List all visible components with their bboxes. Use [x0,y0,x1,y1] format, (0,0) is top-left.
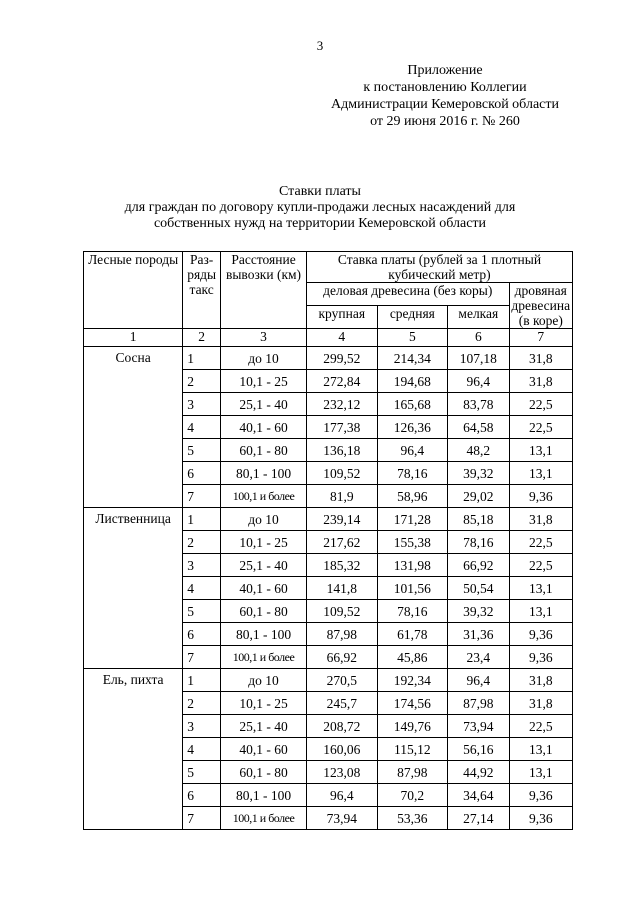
distance-cell: 10,1 - 25 [221,692,307,715]
firewood-cell: 13,1 [509,439,572,462]
small-cell: 96,4 [448,669,509,692]
rank-cell: 6 [183,623,221,646]
firewood-cell: 31,8 [509,347,572,370]
distance-cell: 80,1 - 100 [221,784,307,807]
rank-cell: 2 [183,370,221,393]
column-number: 1 [84,329,183,347]
column-number: 7 [509,329,572,347]
distance-cell: 60,1 - 80 [221,439,307,462]
large-cell: 96,4 [306,784,377,807]
small-cell: 31,36 [448,623,509,646]
rank-cell: 4 [183,416,221,439]
medium-cell: 61,78 [377,623,448,646]
medium-cell: 214,34 [377,347,448,370]
large-cell: 160,06 [306,738,377,761]
rank-cell: 6 [183,784,221,807]
firewood-cell: 13,1 [509,600,572,623]
rank-cell: 1 [183,347,221,370]
firewood-cell: 31,8 [509,692,572,715]
small-cell: 56,16 [448,738,509,761]
firewood-cell: 13,1 [509,577,572,600]
column-number: 6 [448,329,509,347]
firewood-cell: 31,8 [509,669,572,692]
medium-cell: 149,76 [377,715,448,738]
large-cell: 177,38 [306,416,377,439]
large-cell: 232,12 [306,393,377,416]
distance-cell: 80,1 - 100 [221,623,307,646]
large-cell: 245,7 [306,692,377,715]
distance-cell: 25,1 - 40 [221,715,307,738]
species-cell: Ель, пихта [84,669,183,830]
large-cell: 73,94 [306,807,377,830]
rank-cell: 7 [183,485,221,508]
column-number: 4 [306,329,377,347]
header-large: крупная [306,306,377,329]
small-cell: 39,32 [448,462,509,485]
distance-cell: 60,1 - 80 [221,761,307,784]
rank-cell: 4 [183,738,221,761]
small-cell: 39,32 [448,600,509,623]
column-number-row [84,329,573,347]
large-cell: 185,32 [306,554,377,577]
distance-cell: 25,1 - 40 [221,554,307,577]
appendix-line: к постановлению Коллегии [363,80,527,95]
table-row [84,347,573,370]
firewood-cell: 22,5 [509,554,572,577]
distance-cell: 60,1 - 80 [221,600,307,623]
appendix-line: Приложение [407,63,483,78]
header-species: Лесные породы [84,252,183,329]
firewood-cell: 13,1 [509,761,572,784]
firewood-cell: 13,1 [509,738,572,761]
appendix-line: Администрации Кемеровской области [331,97,559,112]
rank-cell: 1 [183,669,221,692]
medium-cell: 78,16 [377,462,448,485]
rank-cell: 5 [183,439,221,462]
species-cell: Сосна [84,347,183,508]
small-cell: 64,58 [448,416,509,439]
small-cell: 78,16 [448,531,509,554]
large-cell: 136,18 [306,439,377,462]
large-cell: 87,98 [306,623,377,646]
title-line: для граждан по договору купли-продажи лесных насаждений для [124,200,516,215]
header-rate-group: Ставка платы (рублей за 1 плотный кубический метр) [306,252,572,283]
distance-cell: до 10 [221,347,307,370]
firewood-cell: 22,5 [509,715,572,738]
rates-body [84,347,573,830]
small-cell: 83,78 [448,393,509,416]
firewood-cell: 22,5 [509,531,572,554]
column-number: 5 [377,329,448,347]
small-cell: 85,18 [448,508,509,531]
firewood-cell: 9,36 [509,807,572,830]
rank-cell: 2 [183,531,221,554]
table-row [84,508,573,531]
distance-cell: до 10 [221,669,307,692]
medium-cell: 53,36 [377,807,448,830]
small-cell: 29,02 [448,485,509,508]
small-cell: 50,54 [448,577,509,600]
large-cell: 272,84 [306,370,377,393]
distance-cell: 100,1 и более [221,646,307,669]
medium-cell: 194,68 [377,370,448,393]
title-line: собственных нужд на территории Кемеровской области [153,216,487,231]
medium-cell: 96,4 [377,439,448,462]
small-cell: 23,4 [448,646,509,669]
distance-cell: 10,1 - 25 [221,370,307,393]
small-cell: 66,92 [448,554,509,577]
rates-table [83,251,573,830]
header-medium: средняя [377,306,448,329]
distance-cell: 80,1 - 100 [221,462,307,485]
large-cell: 123,08 [306,761,377,784]
small-cell: 27,14 [448,807,509,830]
medium-cell: 58,96 [377,485,448,508]
rank-cell: 7 [183,807,221,830]
title-line: Ставки платы [279,184,361,199]
table-row [84,669,573,692]
distance-cell: 100,1 и более [221,807,307,830]
large-cell: 141,8 [306,577,377,600]
column-number: 3 [221,329,307,347]
firewood-cell: 13,1 [509,462,572,485]
firewood-cell: 31,8 [509,370,572,393]
firewood-cell: 9,36 [509,485,572,508]
large-cell: 239,14 [306,508,377,531]
header-firewood: дровяная древесина (в коре) [509,283,572,329]
firewood-cell: 9,36 [509,623,572,646]
header-rank: Раз-ряды такс [183,252,221,329]
medium-cell: 131,98 [377,554,448,577]
rank-cell: 4 [183,577,221,600]
small-cell: 107,18 [448,347,509,370]
medium-cell: 78,16 [377,600,448,623]
distance-cell: 40,1 - 60 [221,416,307,439]
large-cell: 109,52 [306,600,377,623]
appendix-line: от 29 июня 2016 г. № 260 [370,114,520,129]
header-distance: Расстояние вывозки (км) [221,252,307,329]
medium-cell: 165,68 [377,393,448,416]
header-small: мелкая [448,306,509,329]
distance-cell: 10,1 - 25 [221,531,307,554]
distance-cell: 40,1 - 60 [221,577,307,600]
large-cell: 217,62 [306,531,377,554]
page-number: 3 [316,38,324,53]
small-cell: 44,92 [448,761,509,784]
firewood-cell: 9,36 [509,784,572,807]
firewood-cell: 9,36 [509,646,572,669]
column-number: 2 [183,329,221,347]
large-cell: 208,72 [306,715,377,738]
rank-cell: 3 [183,393,221,416]
large-cell: 81,9 [306,485,377,508]
large-cell: 66,92 [306,646,377,669]
rank-cell: 5 [183,600,221,623]
medium-cell: 155,38 [377,531,448,554]
appendix-block [300,62,590,130]
firewood-cell: 22,5 [509,416,572,439]
medium-cell: 45,86 [377,646,448,669]
rank-cell: 3 [183,715,221,738]
distance-cell: 100,1 и более [221,485,307,508]
rank-cell: 6 [183,462,221,485]
medium-cell: 174,56 [377,692,448,715]
large-cell: 299,52 [306,347,377,370]
small-cell: 34,64 [448,784,509,807]
rank-cell: 7 [183,646,221,669]
firewood-cell: 22,5 [509,393,572,416]
medium-cell: 101,56 [377,577,448,600]
small-cell: 96,4 [448,370,509,393]
distance-cell: до 10 [221,508,307,531]
firewood-cell: 31,8 [509,508,572,531]
large-cell: 270,5 [306,669,377,692]
medium-cell: 192,34 [377,669,448,692]
rank-cell: 1 [183,508,221,531]
small-cell: 73,94 [448,715,509,738]
header-business-wood: деловая древесина (без коры) [306,283,509,306]
medium-cell: 115,12 [377,738,448,761]
document-title [60,184,580,232]
medium-cell: 70,2 [377,784,448,807]
rank-cell: 2 [183,692,221,715]
medium-cell: 171,28 [377,508,448,531]
rank-cell: 5 [183,761,221,784]
distance-cell: 40,1 - 60 [221,738,307,761]
medium-cell: 126,36 [377,416,448,439]
medium-cell: 87,98 [377,761,448,784]
species-cell: Лиственница [84,508,183,669]
distance-cell: 25,1 - 40 [221,393,307,416]
large-cell: 109,52 [306,462,377,485]
small-cell: 48,2 [448,439,509,462]
rank-cell: 3 [183,554,221,577]
small-cell: 87,98 [448,692,509,715]
